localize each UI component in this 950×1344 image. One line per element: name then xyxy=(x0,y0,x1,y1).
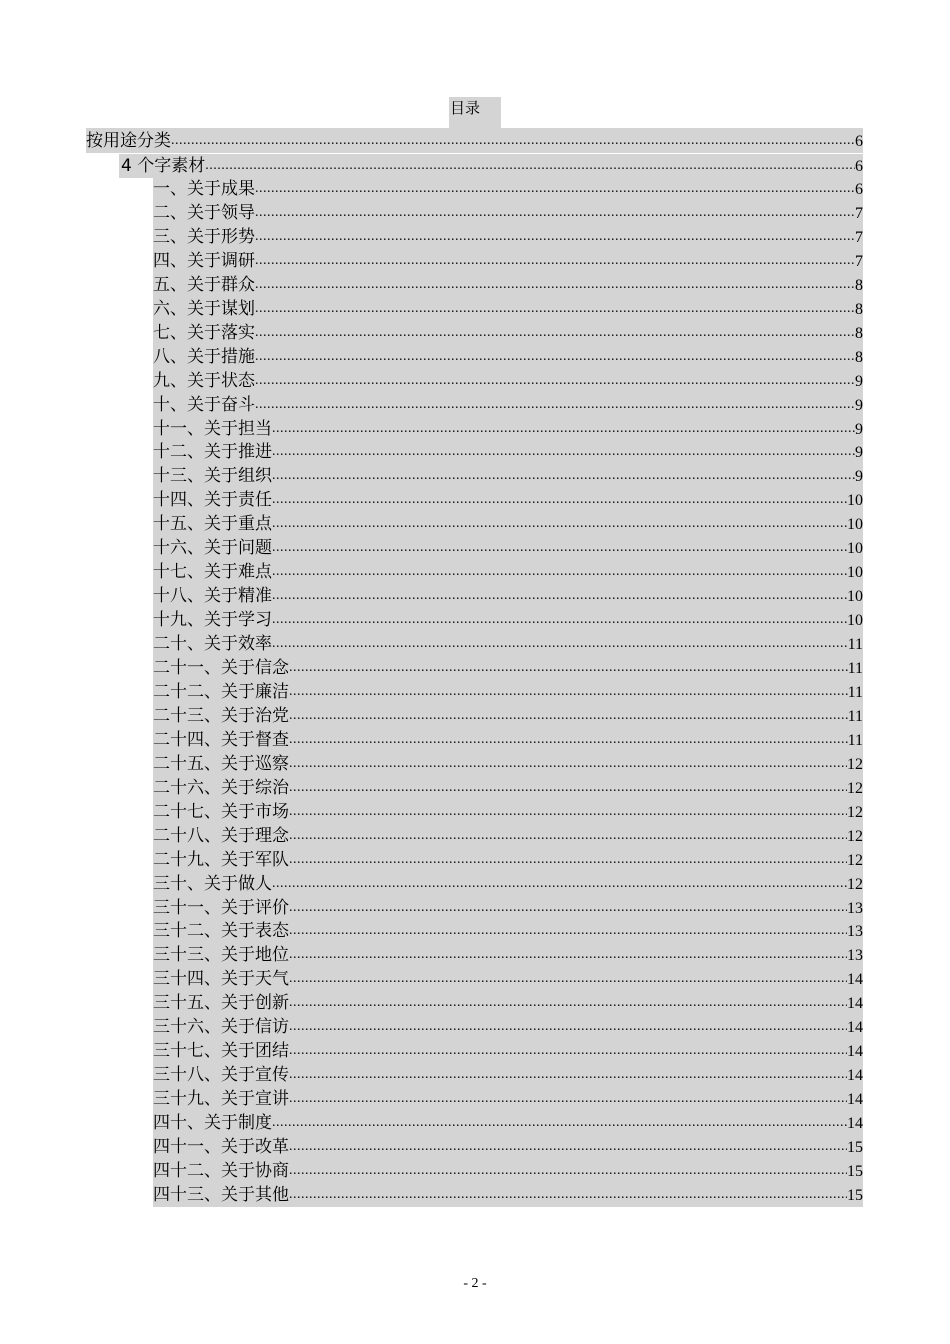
toc-dot-leader xyxy=(272,515,847,533)
toc-entry-page: 12 xyxy=(847,875,863,893)
toc-entry-label: 十二、关于推进 xyxy=(153,442,272,463)
toc-entry-page: 14 xyxy=(847,995,863,1013)
toc-entry[interactable] xyxy=(153,752,863,776)
toc-entry-page: 7 xyxy=(855,228,863,246)
toc-entry-page: 13 xyxy=(847,947,863,965)
toc-entry[interactable] xyxy=(153,201,863,225)
toc-entry-page: 14 xyxy=(847,1115,863,1132)
toc-entry-page: 8 xyxy=(855,348,863,366)
toc-entry[interactable] xyxy=(153,800,863,824)
toc-entry-label: 4 个字素材 xyxy=(121,156,206,176)
toc-entry-page: 7 xyxy=(855,204,863,222)
toc-entry[interactable] xyxy=(153,1111,863,1135)
toc-entry[interactable] xyxy=(153,967,863,991)
toc-entry-label: 二十二、关于廉洁 xyxy=(153,682,289,702)
toc-entry-level1[interactable] xyxy=(86,128,863,153)
toc-entry[interactable] xyxy=(153,369,863,393)
toc-entry-page: 10 xyxy=(847,516,863,534)
toc-entry-label: 三十五、关于创新 xyxy=(153,993,289,1014)
toc-entry-label: 三十八、关于宣传 xyxy=(153,1065,289,1086)
toc-entry-label: 三十四、关于天气 xyxy=(153,969,289,990)
toc-entry[interactable] xyxy=(153,464,863,488)
toc-entry-label: 一、关于成果 xyxy=(153,179,255,199)
toc-entry-label: 十八、关于精准 xyxy=(153,586,272,607)
toc-entry[interactable] xyxy=(153,1183,863,1207)
toc-title: 目录 xyxy=(449,97,501,130)
toc-entry-label: 四十、关于制度 xyxy=(153,1113,272,1133)
toc-dot-leader xyxy=(255,228,855,246)
toc-entry[interactable] xyxy=(153,345,863,369)
toc-entry-label: 二十八、关于理念 xyxy=(153,825,289,846)
toc-entry-page: 6 xyxy=(855,181,863,198)
toc-entry-label: 二十三、关于治党 xyxy=(153,705,289,726)
toc-entry-page: 10 xyxy=(847,588,863,606)
toc-dot-leader xyxy=(255,324,855,342)
toc-dot-leader xyxy=(255,348,855,366)
toc-entry-label: 三十一、关于评价 xyxy=(153,897,289,918)
toc-entry-label: 九、关于状态 xyxy=(153,370,255,391)
toc-entry-label: 二十五、关于巡察 xyxy=(153,753,289,774)
toc-entry-label: 十五、关于重点 xyxy=(153,514,272,535)
toc-entry-label: 四十一、关于改革 xyxy=(153,1137,289,1157)
toc-entry[interactable] xyxy=(153,177,863,201)
toc-dot-leader xyxy=(255,300,855,318)
toc-entry[interactable] xyxy=(153,704,863,728)
toc-entry[interactable] xyxy=(153,393,863,417)
toc-entry[interactable] xyxy=(153,536,863,560)
toc-entry-page: 12 xyxy=(847,851,863,869)
toc-dot-leader xyxy=(289,707,848,725)
toc-entry-label: 三十九、关于宣讲 xyxy=(153,1089,289,1110)
toc-entry-label: 三十六、关于信访 xyxy=(153,1017,289,1038)
toc-entry-label: 四十三、关于其他 xyxy=(153,1184,289,1205)
toc-entry-page: 12 xyxy=(847,803,863,821)
toc-entry-label: 十四、关于责任 xyxy=(153,490,272,511)
toc-entry-label: 二十、关于效率 xyxy=(153,634,272,654)
toc-entry[interactable] xyxy=(153,225,863,249)
toc-entry-page: 12 xyxy=(847,827,863,845)
toc-dot-leader xyxy=(289,970,847,988)
toc-dot-leader xyxy=(255,276,855,294)
toc-dot-leader xyxy=(272,563,847,581)
toc-entry[interactable] xyxy=(153,512,863,536)
toc-entry-page: 9 xyxy=(855,468,863,486)
toc-dot-leader xyxy=(289,827,847,845)
toc-entry-page: 15 xyxy=(847,1162,863,1180)
toc-dot-leader xyxy=(289,1018,847,1036)
toc-dot-leader xyxy=(289,803,847,821)
toc-entry-page: 6 xyxy=(855,133,863,150)
toc-entry-label: 二十六、关于综治 xyxy=(153,777,289,798)
toc-entry-label: 六、关于谋划 xyxy=(153,298,255,319)
toc-entry[interactable] xyxy=(153,440,863,464)
toc-entry[interactable] xyxy=(153,297,863,321)
toc-dot-leader xyxy=(272,491,847,509)
toc-dot-leader xyxy=(171,132,855,150)
toc-dot-leader xyxy=(289,851,847,869)
toc-dot-leader xyxy=(289,779,847,797)
toc-entry-page: 14 xyxy=(847,1091,863,1109)
toc-entry-level2[interactable] xyxy=(119,154,863,178)
toc-entry-label: 二十一、关于信念 xyxy=(153,658,289,678)
toc-entry[interactable] xyxy=(153,943,863,967)
toc-entry-page: 11 xyxy=(847,660,863,677)
toc-entry-page: 14 xyxy=(847,971,863,989)
toc-entry[interactable] xyxy=(153,249,863,273)
toc-entry-page: 9 xyxy=(855,396,863,414)
toc-entry-label: 按用途分类 xyxy=(86,131,171,151)
toc-entry[interactable] xyxy=(153,848,863,872)
toc-entry-page: 10 xyxy=(847,492,863,510)
toc-entry[interactable] xyxy=(153,1015,863,1039)
toc-dot-leader xyxy=(272,611,847,629)
toc-entry-page: 10 xyxy=(847,564,863,582)
toc-entry-page: 6 xyxy=(855,158,863,175)
toc-entry[interactable] xyxy=(153,991,863,1015)
toc-entry-page: 11 xyxy=(847,707,863,725)
toc-dot-leader xyxy=(272,1114,847,1132)
toc-dot-leader xyxy=(289,1162,847,1180)
toc-entry[interactable] xyxy=(153,632,863,656)
toc-entry[interactable] xyxy=(153,776,863,800)
toc-entry-label: 二十九、关于军队 xyxy=(153,849,289,870)
toc-entry-label: 三十七、关于团结 xyxy=(153,1041,289,1062)
toc-entry[interactable] xyxy=(153,1039,863,1063)
toc-dot-leader xyxy=(289,1066,847,1084)
toc-entry-label: 十三、关于组织 xyxy=(153,466,272,487)
page-number: - 2 - xyxy=(463,1276,487,1291)
toc-dot-leader xyxy=(289,659,848,677)
toc-entry-label: 三十三、关于地位 xyxy=(153,945,289,966)
toc-dot-leader xyxy=(289,755,847,773)
toc-dot-leader xyxy=(289,683,848,701)
toc-entry-label: 三、关于形势 xyxy=(153,226,255,247)
toc-entry-label: 十九、关于学习 xyxy=(153,610,272,631)
toc-dot-leader xyxy=(255,372,855,390)
toc-entry[interactable] xyxy=(153,584,863,608)
toc-dot-leader xyxy=(289,1138,847,1156)
toc-entry-page: 12 xyxy=(847,755,863,773)
toc-dot-leader xyxy=(289,899,847,917)
toc-entry[interactable] xyxy=(153,488,863,512)
toc-entry-label: 五、关于群众 xyxy=(153,274,255,295)
toc-dot-leader xyxy=(272,420,855,438)
toc-entry-page: 11 xyxy=(847,731,863,749)
toc-entry-label: 二、关于领导 xyxy=(153,202,255,223)
toc-entry[interactable] xyxy=(153,824,863,848)
toc-dot-leader xyxy=(272,443,855,461)
toc-entry-label: 十、关于奋斗 xyxy=(153,394,255,415)
toc-entry-page: 14 xyxy=(847,1043,863,1061)
toc-entry-page: 15 xyxy=(847,1139,863,1156)
toc-entry-page: 12 xyxy=(847,779,863,797)
toc-dot-leader xyxy=(289,946,847,964)
toc-entry[interactable] xyxy=(153,728,863,752)
toc-entry[interactable] xyxy=(153,273,863,297)
toc-dot-leader xyxy=(272,875,847,893)
toc-dot-leader xyxy=(289,1090,847,1108)
toc-dot-leader xyxy=(289,994,847,1012)
toc-entry-page: 9 xyxy=(855,444,863,462)
toc-entry-page: 10 xyxy=(847,612,863,630)
toc-entry[interactable] xyxy=(153,321,863,345)
toc-entry-label: 十七、关于难点 xyxy=(153,562,272,583)
toc-dot-leader xyxy=(255,396,855,414)
toc-dot-leader xyxy=(272,635,848,653)
toc-dot-leader xyxy=(289,1186,847,1204)
toc-entry[interactable] xyxy=(153,1087,863,1111)
toc-dot-leader xyxy=(205,157,855,175)
toc-dot-leader xyxy=(255,180,855,198)
toc-entry[interactable] xyxy=(153,608,863,632)
toc-entry-label: 三十、关于做人 xyxy=(153,873,272,894)
toc-dot-leader xyxy=(272,467,855,485)
toc-entry-page: 11 xyxy=(847,636,863,653)
toc-entry-label: 二十四、关于督查 xyxy=(153,729,289,750)
toc-entry-page: 9 xyxy=(855,420,863,438)
toc-entry[interactable] xyxy=(153,896,863,920)
toc-entry-page: 14 xyxy=(847,1019,863,1037)
toc-entry-page: 11 xyxy=(847,684,863,701)
toc-entry[interactable] xyxy=(153,560,863,584)
toc-entry[interactable] xyxy=(153,919,863,943)
toc-entry-page: 8 xyxy=(855,276,863,294)
toc-dot-leader xyxy=(272,539,847,557)
toc-entry[interactable] xyxy=(153,1135,863,1159)
toc-entry-label: 八、关于措施 xyxy=(153,346,255,367)
toc-entry-label: 七、关于落实 xyxy=(153,322,255,343)
toc-entry-page: 9 xyxy=(855,372,863,390)
toc-entry[interactable] xyxy=(153,1159,863,1183)
toc-entry[interactable] xyxy=(153,680,863,704)
toc-entry-label: 二十七、关于市场 xyxy=(153,801,289,822)
toc-dot-leader xyxy=(289,1042,847,1060)
toc-entry-label: 十六、关于问题 xyxy=(153,538,272,559)
toc-entry-label: 四、关于调研 xyxy=(153,250,255,271)
toc-entry-page: 10 xyxy=(847,540,863,558)
toc-entry[interactable] xyxy=(153,417,863,441)
toc-dot-leader xyxy=(289,731,848,749)
toc-entry-page: 8 xyxy=(855,324,863,342)
toc-entry-label: 三十二、关于表态 xyxy=(153,921,289,942)
toc-entry-page: 8 xyxy=(855,300,863,318)
toc-dot-leader xyxy=(255,204,855,222)
toc-entry-page: 15 xyxy=(847,1186,863,1204)
toc-entry-label: 十一、关于担当 xyxy=(153,418,272,439)
toc-dot-leader xyxy=(272,587,847,605)
toc-dot-leader xyxy=(255,252,855,270)
toc-entry-page: 7 xyxy=(855,252,863,270)
toc-entry-label: 四十二、关于协商 xyxy=(153,1160,289,1181)
toc-entry-page: 13 xyxy=(847,923,863,941)
toc-entry[interactable] xyxy=(153,872,863,896)
toc-dot-leader xyxy=(289,922,847,940)
toc-entry[interactable] xyxy=(153,656,863,680)
toc-entry-page: 14 xyxy=(847,1067,863,1085)
toc-entry[interactable] xyxy=(153,1063,863,1087)
toc-entry-page: 13 xyxy=(847,899,863,917)
